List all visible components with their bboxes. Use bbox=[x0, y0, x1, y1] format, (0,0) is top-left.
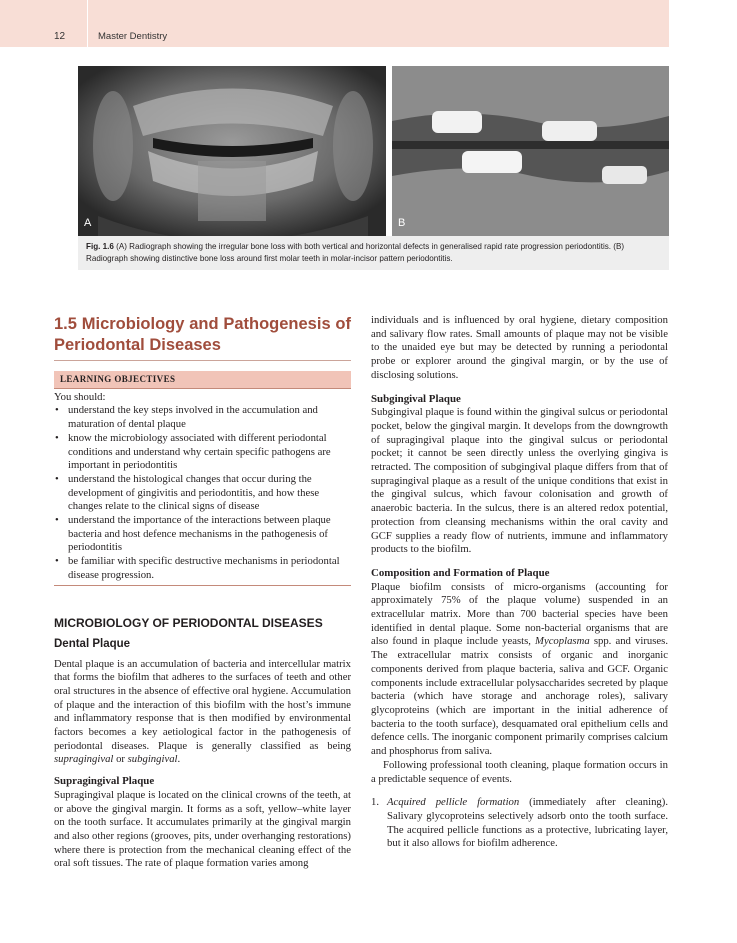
left-column bbox=[54, 314, 351, 871]
objective-item: • know the microbiology associated with different periodontal conditions and understand why certain specific pathogens are important in periodontitis bbox=[54, 432, 351, 473]
book-title: Master Dentistry bbox=[98, 31, 168, 42]
running-header bbox=[0, 0, 669, 47]
dental-plaque-text: Dental plaque is an accumulation of bacteria and intercellular matrix that forms the biofilm that adheres to the surfaces of teeth and other oral structures in the absence of effective oral hygiene. Accumulation of plaque and the interaction of this biofilm with the host’s immune and inflammatory response that is then modified by environmental factors becomes a key aetiological factor in the pathogenesis of periodontal diseases. Plaque is generally classified as being bbox=[54, 657, 351, 752]
supragingival-heading: Supragingival Plaque bbox=[54, 775, 155, 788]
objective-item: • understand the importance of the interactions between plaque bacteria and host defence mechanisms in the pathogenesis of periodontitis bbox=[54, 514, 351, 555]
composition-paragraph bbox=[371, 581, 668, 759]
page-number: 12 bbox=[54, 31, 66, 42]
objective-item: • be familiar with specific destructive mechanisms in periodontal disease progression. bbox=[54, 555, 351, 582]
following-paragraph: Following professional tooth cleaning, plaque formation occurs in a predictable sequence of events. bbox=[371, 758, 668, 785]
objectives-box bbox=[54, 389, 351, 586]
composition-text-a: Plaque biofilm consists of micro-organisms (accounting for approximately 75% of the plaque volume) suspended in an extracellular matrix. More than 700 bacterial species have been identified in dental plaque. Some non-bacterial organisms that are also found in plaque include yeasts, bbox=[371, 580, 668, 648]
panel-label-b: B bbox=[398, 217, 406, 229]
term-mycoplasma: Mycoplasma bbox=[535, 635, 590, 648]
objective-item: • understand the histological changes that occur during the development of gingivitis and periodontitis, and how these changes relate to the clinical signs of disease bbox=[54, 473, 351, 514]
dental-plaque-heading: Dental Plaque bbox=[54, 637, 131, 650]
panel-label-a: A bbox=[84, 217, 92, 229]
objectives-intro: You should: bbox=[54, 390, 106, 403]
text-period: . bbox=[177, 753, 181, 766]
step-text: (immediately after cleaning). Salivary glycoproteins selectively adsorb onto the tooth surface. The acquired pellicle functions as a protective, lubricating layer, but it also allows for biofilm adherence. bbox=[387, 796, 668, 850]
microbiology-heading: MICROBIOLOGY OF PERIODONTAL DISEASES bbox=[54, 615, 323, 630]
composition-heading: Composition and Formation of Plaque bbox=[371, 566, 550, 579]
text-or: or bbox=[113, 753, 128, 766]
step-number: 1. bbox=[371, 796, 380, 809]
objective-item: • understand the key steps involved in the accumulation and maturation of dental plaque bbox=[54, 404, 351, 431]
composition-text-b: spp. and viruses. The extracellular matrix consists of organic and inorganic components derived from plaque bacteria, saliva and GCF. Organic components include extracellular polysaccharides secreted by plaque bacteria (which have storage and anchorage roles), salivary glycoproteins (which are important in the initial adherence of bacteria to the tooth surface), desquamated oral epithelium cells and defence cells. The inorganic component primarily comprises calcium and phosphorus from saliva. bbox=[371, 635, 668, 758]
figure-caption bbox=[78, 236, 669, 270]
radiograph-bitewing bbox=[392, 66, 669, 236]
continuation-paragraph: individuals and is influenced by oral hygiene, dietary composition and salivary flow rates. Small amounts of plaque may not be visible to the unaided eye but may be detected by running a periodontal probe or explorer around the gingival margin, or by the use of disclosing solutions. bbox=[371, 314, 668, 381]
subgingival-heading: Subgingival Plaque bbox=[371, 392, 461, 405]
formation-step bbox=[371, 796, 668, 851]
subgingival-paragraph: Subgingival plaque is found within the gingival sulcus or periodontal pocket, below the gingival margin. It develops from the downgrowth of supragingival plaque into the gingival sulcus or periodontal pocket; it cannot be seen directly unless the overlying gingiva is retracted. The composition of subgingival plaque differs from that of supragingival plaque as a result of the unique conditions that exist in the gingival sulcus, which favour colonisation and growth of anaerobic bacteria. In the sulcus, there is an altered redox potential, protection from cleansing mechanisms within the oral cavity and GCF supplies a ready flow of nutrients, immune and inflammatory products to the biofilm. bbox=[371, 406, 668, 556]
formation-steps-list bbox=[371, 796, 668, 851]
objectives-list bbox=[54, 404, 351, 582]
step-title: Acquired pellicle formation bbox=[387, 796, 520, 809]
objectives-heading: LEARNING OBJECTIVES bbox=[54, 371, 351, 389]
supragingival-paragraph: Supragingival plaque is located on the clinical crowns of the teeth, at or above the gingival margin. It forms as a soft, yellow–white layer on the tooth surface. It accumulates primarily at the gingival margin and also other regions (grooves, pits, under overhanging restorations) where there is protection from the mechanical cleaning effect of the oral soft tissues. The rate of plaque formation varies among bbox=[54, 788, 351, 870]
radiograph-panoramic bbox=[78, 66, 386, 236]
section-title: 1.5 Microbiology and Pathogenesis of Periodontal Diseases bbox=[54, 314, 351, 361]
term-subgingival: subgingival bbox=[127, 753, 178, 766]
right-column bbox=[371, 314, 668, 851]
figure-caption-label: Fig. 1.6 bbox=[86, 242, 114, 251]
header-divider bbox=[87, 0, 88, 47]
term-supragingival: supragingival bbox=[54, 753, 114, 766]
dental-plaque-paragraph bbox=[54, 658, 351, 768]
figure-caption-text: (A) Radiograph showing the irregular bone loss with both vertical and horizontal defects in generalised rapid rate progression periodontitis. (B) Radiograph showing distinctive bone loss around first molar teeth in molar-incisor pattern periodontitis. bbox=[86, 242, 625, 263]
